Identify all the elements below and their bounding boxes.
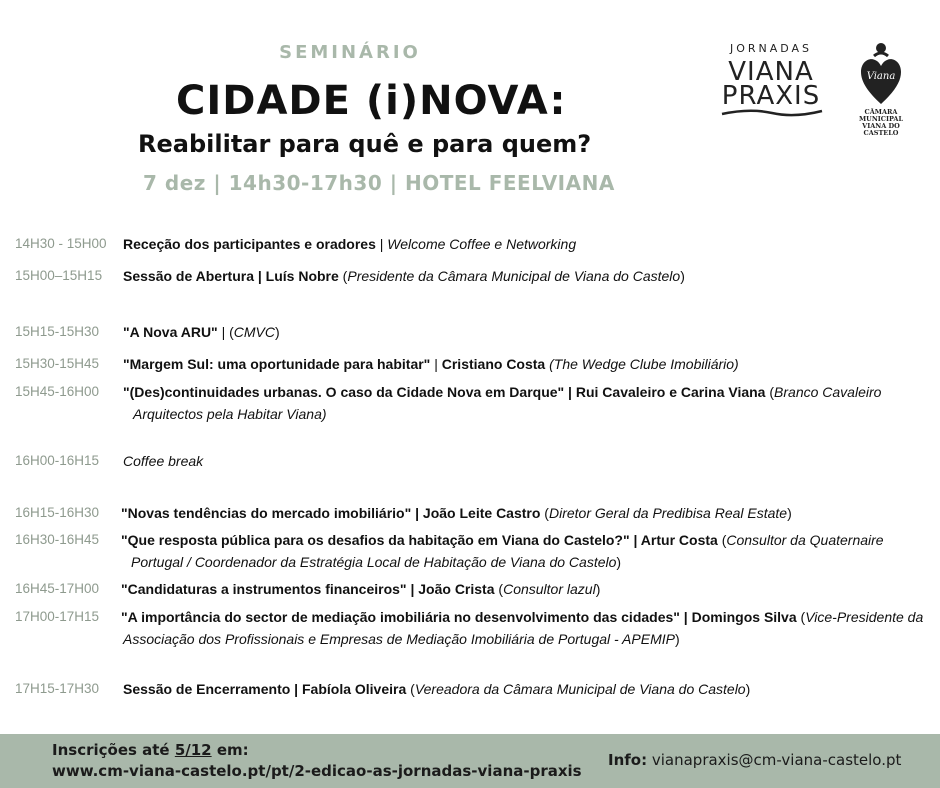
program-description: "Novas tendências do mercado imobiliário" | João Leite Castro (Diretor Geral da Predibisa Real Estate) — [121, 505, 792, 521]
footer-bar — [0, 734, 940, 788]
program-time: 16H45-17H00 — [15, 581, 100, 596]
program-description: "(Des)continuidades urbanas. O caso da Cidade Nova em Darque" | Rui Cavaleiro e Carina Viana (Branco Cavaleiro Arquitectos pela Habitar Viana) — [123, 384, 882, 422]
program-description: "Margem Sul: uma oportunidade para habitar" | Cristiano Costa (The Wedge Clube Imobiliário) — [123, 356, 739, 372]
event-kicker: SEMINÁRIO — [279, 42, 421, 63]
registration-info — [52, 740, 582, 782]
registration-suffix: em: — [211, 741, 249, 759]
seal-text: Viana — [866, 71, 896, 82]
event-subtitle: Reabilitar para quê e para quem? — [138, 130, 592, 158]
info-email-link[interactable]: vianapraxis@cm-viana-castelo.pt — [647, 751, 902, 769]
registration-prefix: Inscrições até — [52, 741, 175, 759]
program-description: "Candidaturas a instrumentos financeiros" | João Crista (Consultor lazul) — [121, 581, 601, 597]
program-time: 16H30-16H45 — [15, 532, 100, 547]
event-title: CIDADE (i)NOVA: — [176, 78, 567, 124]
program-time: 14H30 - 15H00 — [15, 236, 107, 251]
contact-info — [608, 751, 901, 769]
viana-praxis-wordmark — [716, 57, 826, 111]
camara-municipal-logo — [846, 36, 916, 137]
program-time: 15H00–15H15 — [15, 268, 103, 283]
viana-heart-seal-icon — [860, 40, 902, 106]
camara-caption-line-2: VIANA DO CASTELO — [862, 122, 900, 137]
registration-link[interactable]: www.cm-viana-castelo.pt/pt/2-edicao-as-jornadas-viana-praxis — [52, 762, 582, 780]
camara-caption — [846, 109, 916, 137]
info-label: Info: — [608, 751, 648, 769]
program-time: 15H30-15H45 — [15, 356, 100, 371]
wordmark-line-1: VIANA — [728, 57, 814, 87]
jornadas-label: JORNADAS — [729, 42, 813, 55]
jornadas-viana-praxis-logo — [716, 38, 826, 120]
program-description: Receção dos participantes e oradores | Welcome Coffee e Networking — [123, 236, 577, 252]
program-description: "Que resposta pública para os desafios da habitação em Viana do Castelo?" | Artur Costa (Consultor da Quaternaire Portugal / Coordenador da Estratégia Local de Habitação de Viana do Castelo) — [121, 532, 884, 570]
program-time: 15H45-16H00 — [15, 384, 100, 399]
event-dateline: 7 dez | 14h30-17h30 | HOTEL FEELVIANA — [143, 171, 615, 195]
program-time: 16H15-16H30 — [15, 505, 100, 520]
camara-caption-line-1: CÂMARA MUNICIPAL — [858, 108, 904, 123]
program-time: 17H00-17H15 — [15, 609, 100, 624]
wordmark-line-2: PRAXIS — [721, 81, 821, 111]
program-description: "A Nova ARU" | (CMVC) — [123, 324, 280, 340]
program-description: "A importância do sector de mediação imobiliária no desenvolvimento das cidades" | Domingos Silva (Vice-Presidente da Associação dos Profissionais e Empresas de Mediação Imobiliária de Portugal - APEMIP) — [121, 609, 924, 647]
program-description: Coffee break — [123, 453, 204, 469]
program-description: Sessão de Encerramento | Fabíola Oliveira (Vereadora da Câmara Municipal de Viana do Castelo) — [123, 681, 751, 697]
registration-deadline: 5/12 — [174, 741, 212, 759]
program-description: Sessão de Abertura | Luís Nobre (Presidente da Câmara Municipal de Viana do Castelo) — [123, 268, 685, 284]
wave-underline-icon — [720, 106, 824, 118]
program-time: 16H00-16H15 — [15, 453, 100, 468]
program-time: 15H15-15H30 — [15, 324, 100, 339]
program-time: 17H15-17H30 — [15, 681, 100, 696]
